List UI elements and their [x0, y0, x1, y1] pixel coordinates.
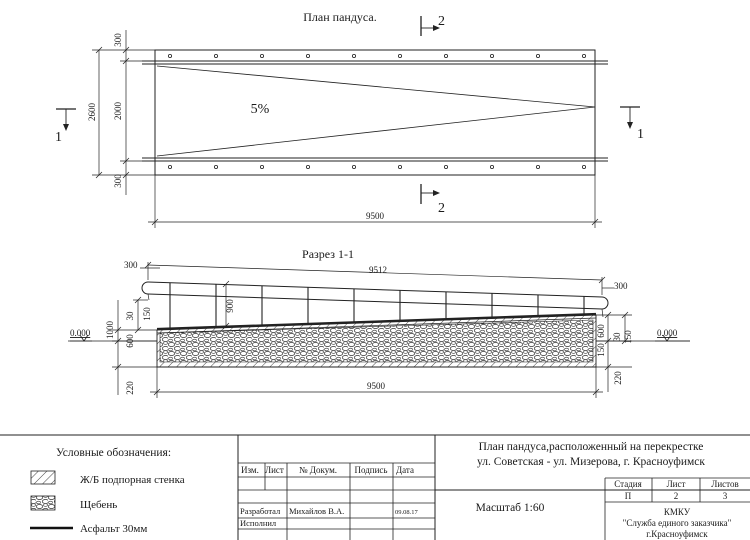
legend-title: Условные обозначения: — [56, 447, 172, 459]
stamp-sheet-header: Лист — [666, 479, 686, 489]
dim-600-right: 600 — [596, 324, 606, 338]
stamp-sheet: 2 — [673, 491, 679, 501]
section-mark-2-top-label: 2 — [438, 14, 445, 29]
stamp-stage-header: Стадия — [614, 479, 642, 489]
slope-label: 5% — [250, 102, 270, 117]
stamp-developed-label: Разработал — [240, 506, 281, 516]
stamp-header-date: Дата — [396, 465, 414, 475]
legend-label-gravel: Щебень — [80, 499, 118, 511]
section-mark-1-left — [56, 109, 76, 131]
stamp-scale: Масштаб 1:60 — [475, 502, 545, 514]
section-mark-1-right-label: 1 — [637, 127, 644, 142]
dim-300-right-top: 300 — [614, 281, 628, 291]
dim-220-right: 220 — [613, 371, 623, 385]
dim-2000: 2000 — [113, 102, 123, 120]
stamp-developed-date: 09.08.17 — [395, 509, 418, 516]
plan-title: План пандуса. — [303, 10, 377, 24]
plan-left-dimensions — [92, 30, 160, 195]
section-length-label: 9500 — [367, 381, 385, 391]
stamp-header-list: Лист — [265, 465, 284, 475]
dim-2600: 2600 — [87, 103, 97, 121]
stamp-executor-label: Исполнил — [240, 518, 277, 528]
stamp-sheets: 3 — [722, 491, 728, 501]
ramp-outline — [155, 50, 595, 175]
dim-600: 600 — [125, 334, 135, 348]
stamp-sheets-header: Листов — [711, 479, 739, 489]
dim-900: 900 — [225, 299, 235, 313]
stamp-developed-name: Михайлов В.А. — [289, 506, 345, 516]
dim-150-right: 150 — [596, 343, 606, 357]
dim-150-left: 150 — [142, 307, 152, 321]
stamp-header-doc: № Докум. — [298, 465, 338, 475]
dim-300-left-top: 300 — [124, 260, 138, 270]
stamp-header-sign: Подпись — [354, 465, 388, 475]
project-title-line-2: ул. Советская - ул. Мизерова, г. Красноуфимск — [477, 456, 705, 468]
section-title: Разрез 1-1 — [302, 247, 354, 261]
dim-220-left: 220 — [125, 381, 135, 395]
plan-length-label: 9500 — [366, 211, 384, 221]
handrail-bottom-strip — [142, 158, 608, 161]
dim-30-left: 30 — [125, 311, 135, 321]
section-mark-1-right — [620, 107, 640, 129]
slope-arrow — [157, 66, 595, 156]
section-view — [68, 247, 690, 398]
legend-swatch-gravel — [31, 496, 55, 510]
dim-300-top: 300 — [113, 33, 123, 47]
legend-swatch-concrete — [31, 471, 55, 484]
legend-label-asphalt: Асфальт 30мм — [80, 523, 148, 535]
dim-150-right2: 150 — [623, 330, 633, 344]
plan-posts — [168, 54, 585, 168]
level-left-label: 0.000 — [70, 328, 91, 338]
stamp-org-1: КМКУ — [663, 507, 691, 517]
dim-30-right: 30 — [612, 332, 622, 342]
section-mark-1-left-label: 1 — [55, 130, 62, 145]
legend-label-concrete: Ж/Б подпорная стенка — [80, 474, 185, 486]
stamp-org-2: "Служба единого заказчика" — [622, 518, 732, 528]
plan-view — [55, 10, 644, 228]
handrail-top-strip — [142, 61, 608, 64]
dim-1000: 1000 — [105, 321, 115, 339]
stamp-org-3: г.Красноуфимск — [646, 529, 708, 539]
stamp-stage: П — [624, 491, 632, 501]
project-title-line-1: План пандуса,расположенный на перекрестке — [478, 441, 704, 453]
handrail-length-label: 9512 — [369, 265, 387, 275]
section-mark-2-bottom-label: 2 — [438, 201, 445, 216]
dim-300-bottom: 300 — [113, 174, 123, 188]
level-right-label: 0.000 — [657, 328, 678, 338]
stamp-header-izm: Изм. — [241, 465, 259, 475]
legend — [30, 447, 185, 535]
